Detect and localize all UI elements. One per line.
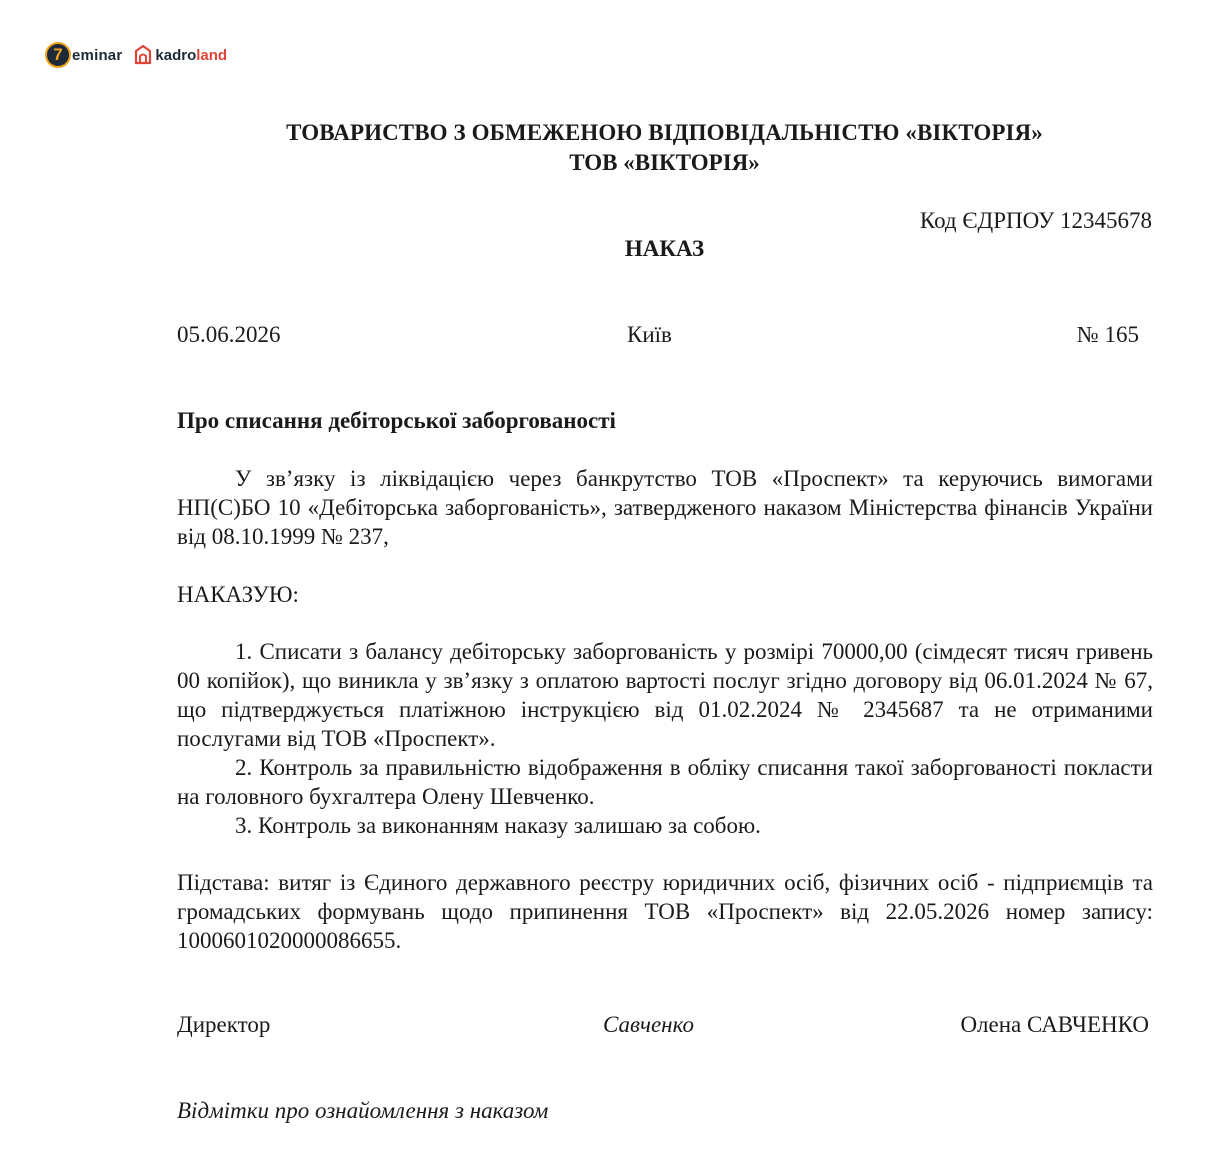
document-title: НАКАЗ — [624, 236, 705, 261]
order-item-1: 1. Списати з балансу дебіторську заборгованість у розмірі 70000,00 (сімдесят тисяч гривень 00 копійок), що виникла у зв’язку з оплатою вартості послуг згідно договору від 06.01.2024 № 67, що підтверджується платіжною інструкцією від 01.02.2024 № 2345687 та не отриманими послугами від ТОВ «Проспект». — [177, 639, 1153, 751]
edrpou-code: Код ЄДРПОУ 12345678 — [919, 208, 1152, 233]
order-item-3: 3. Контроль за виконанням наказу залишаю за собою. — [235, 813, 761, 838]
kadroland-logo-icon — [134, 45, 152, 65]
signer-name: Олена САВЧЕНКО — [960, 1012, 1149, 1037]
header-logos — [45, 40, 227, 70]
seminar-logo-text: eminar — [72, 46, 123, 64]
order-items — [177, 637, 1153, 840]
document-number: № 165 — [1076, 322, 1139, 347]
document-city: Київ — [627, 322, 672, 347]
document-subject: Про списання дебіторської заборгованості — [177, 408, 616, 433]
kadroland-logo — [134, 45, 227, 65]
order-item-2: 2. Контроль за правильністю відображення в обліку списання такої заборгованості покласти на головного бухгалтера Олену Шевченко. — [177, 755, 1153, 809]
signer-position: Директор — [177, 1012, 271, 1037]
handwritten-signature: Савченко — [603, 1012, 694, 1037]
company-short-name: ТОВ «ВІКТОРІЯ» — [569, 150, 760, 175]
basis-paragraph: Підстава: витяг із Єдиного державного реєстру юридичних осіб, фізичних осіб - підприємців та громадських формувань щодо припинення ТОВ «Проспект» від 22.05.2026 номер запису: 1000601020000086655. — [177, 870, 1153, 953]
document-date: 05.06.2026 — [177, 322, 281, 347]
kadroland-logo-text-part1: kadro — [155, 46, 197, 64]
seminar-logo — [45, 42, 122, 68]
company-full-name: ТОВАРИСТВО З ОБМЕЖЕНОЮ ВІДПОВІДАЛЬНІСТЮ «ВІКТОРІЯ» — [286, 120, 1043, 145]
kadroland-logo-text — [155, 47, 227, 64]
kadroland-logo-text-part2: land — [196, 46, 228, 64]
acquaintance-marks: Відмітки про ознайомлення з наказом — [177, 1098, 549, 1123]
preamble-paragraph: У зв’язку із ліквідацією через банкрутство ТОВ «Проспект» та керуючись вимогами НП(С)БО 10 «Дебіторська заборгованість», затвердженого наказом Міністерства фінансів України від 08.10.1999 № 237, — [177, 466, 1153, 549]
order-word: НАКАЗУЮ: — [177, 582, 299, 607]
seminar-logo-icon: 7 — [45, 42, 71, 68]
